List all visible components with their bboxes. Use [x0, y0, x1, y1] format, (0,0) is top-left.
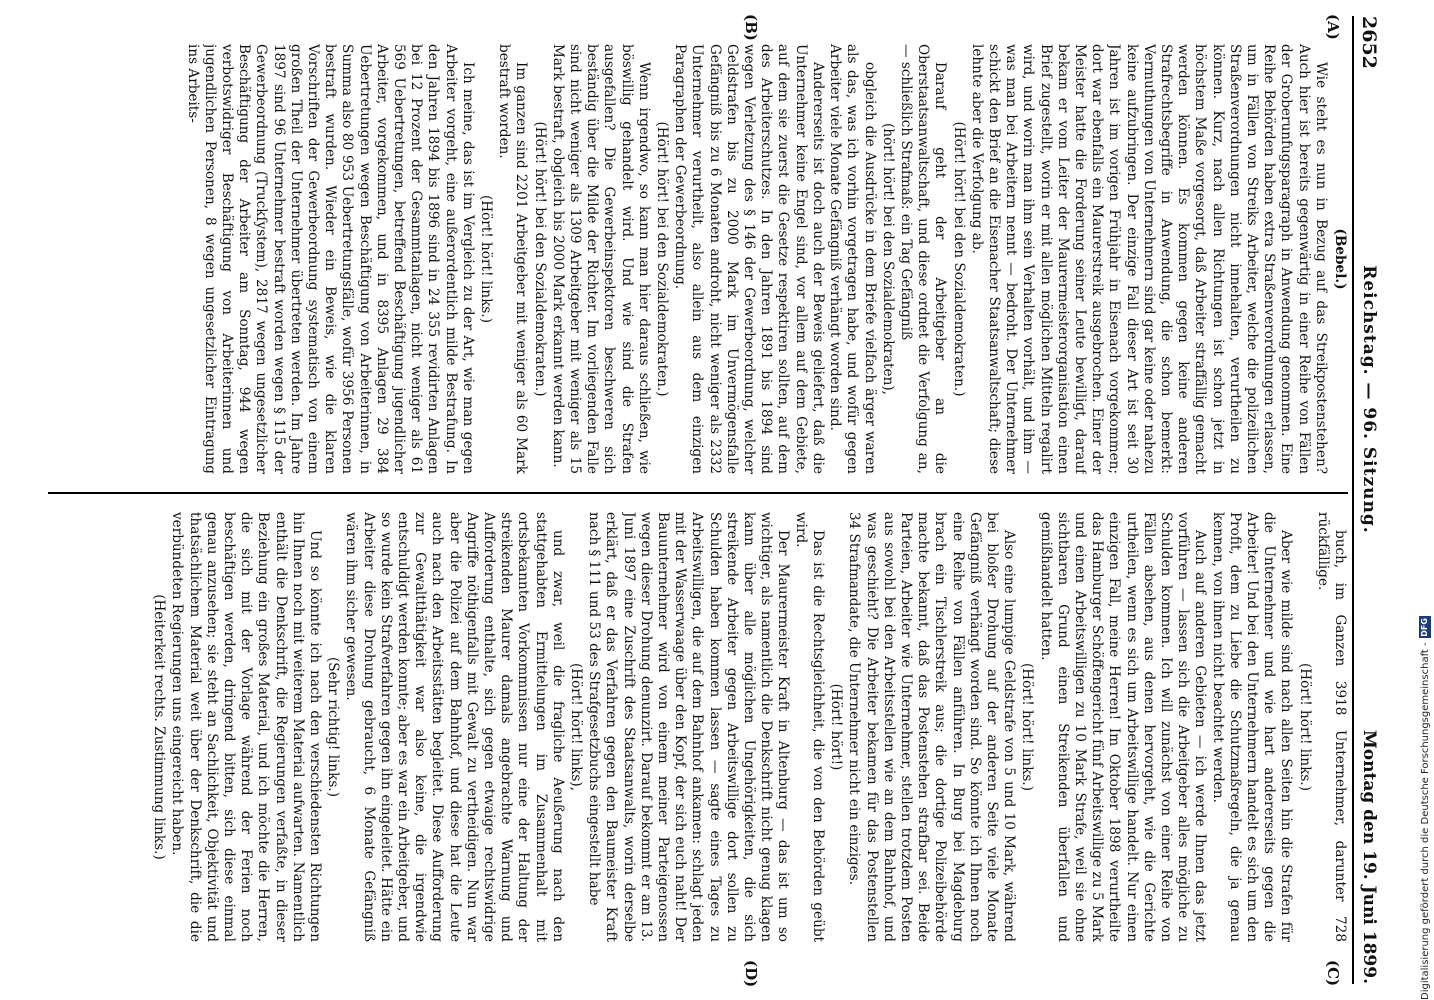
page-header — [1352, 16, 1384, 984]
dfg-logo: DFG — [1420, 618, 1429, 637]
right-paragraph: Also eine lumpige Geldstrafe von 5 und 10 Mark, während bei bloßer Drohung auf der anderen Seite viele Monate Gefängniß verhängt worden sind. So könnte ich Ihnen noch eine Reihe von Fällen anführen. In Burg bei Magdeburg brach ein Tischlerstreik aus; die dortige Polizeibehörde machte bekannt, daß das Postenstehen strafbar sei. Beide Parteien, Arbeiter wie Unternehmer, stellen trotzdem Posten aus sowohl bei den Arbeitsstellen wie an dem Bahnhof, und was geschieht? Die Arbeiter bekamen für das Postenstellen 34 Strafmandate, die Unternehmer nicht ein einziges. — [846, 512, 1018, 942]
digitization-credit — [1416, 608, 1434, 1000]
right-interjection: (Hört! hört! links), — [568, 662, 585, 792]
credit-text: Digitalisierung gefördert durch die Deutsche Forschungsgemeinschaft - — [1419, 642, 1431, 1000]
left-paragraph: Im ganzen sind 2201 Arbeitgeber mit weniger als 60 Mark bestraft worden. — [496, 44, 530, 474]
left-paragraph: Wenn irgendwo, so kann man hier daraus schließen, wie böswillig gehandelt wird. Und wie sind die Strafen ausgefallen? Die Gewerbeinspektoren beschweren sich beständig über die Milde der Richter. Im vorliegenden Falle sind nicht weniger als 1309 Arbeitgeber mit weniger als 15 Mark bestraft, obgleich bis 2000 Mark erkannt werden kann. — [549, 44, 652, 474]
right-paragraph: Auch auf anderen Gebieten — ich werde Ihnen das jetzt vorführen — lassen sich die Arbeitgeber alles mögliche zu Schulden kommen. Ich will zunächst von einer Reihe von Fällen absehen, aus denen hervorgeht, wie die Gerichte urtheilen, wenn es sich um Arbeitswillige handelt. Nur einen einzigen Fall, meine Herren! Im Oktober 1898 verurtheilte das Hamburger Schöffengericht fünf Arbeitswillige zu 5 Mark und einen Arbeitswilligen zu 10 Mark Strafe, weil sie ohne sichtbaren Grund einen Streikenden überfallen und gemißhandelt hatten. — [1037, 512, 1209, 942]
right-paragraph: und zwar, weil die fragliche Aeußerung nach den stattgehabten Ermittelungen im Zusammenhalt mit ortsbekannten Vorkommnissen nur eine der Haltung der streikenden Maurer damals angebrachte Warnung und Aufforderung enthalte, sich gegen etwaige rechtswidrige Angriffe nöthigenfalls mit Gewalt zu vertheidigen. Nun war aber die Polizei auf dem Bahnhof, und diese hat die Leute auch nach den Arbeitsstätten begleitet. Diese Aufforderung zur Gewaltthätigkeit war also keine, die irgendwie entschuldigt werden konnte; aber es war ein Arbeitgeber, und so wurde kein Strafverfahren gegen ihn eingeleitet. Hätte ein Arbeiter diese Drohung gebraucht, 6 Monate Gefängniß wären ihm sicher gewesen. — [343, 512, 566, 942]
right-column-body — [150, 512, 1348, 942]
page-title: Reichstag. — 96. Sitzung. — [1359, 265, 1379, 534]
left-interjection: (Hört! hört! bei den Sozialdemokraten.) — [950, 121, 967, 397]
right-interjection: (Hört! hört! links.) — [1296, 662, 1313, 792]
margin-mark-d: (D) — [742, 960, 760, 988]
right-interjection: (Sehr richtig! links.) — [325, 656, 342, 798]
left-paragraph: Andererseits ist doch auch der Beweis geliefert, daß die Unternehmer keine Engel sind, vor allem auf dem Gebiete, auf dem sie zuerst die Gesetze respektiren sollten, auf dem des Arbeiterschutzes. In den Jahren 1891 bis 1894 sind wegen Verletzung des § 146 der Gewerbeordnung, welcher Geldstrafen bis zu 2000 Mark im Unvermögensfalle Gefängniß bis zu 6 Monaten androht, nicht weniger als 2332 Unternehmer verurtheilt, also allein aus dem einzigen Paragraphen der Gewerbeordnung. — [672, 44, 826, 474]
left-column-body — [183, 44, 1328, 474]
page-number: 2652 — [1358, 16, 1380, 69]
left-interjection: (hört! hört! bei den Sozialdemokraten), — [879, 123, 896, 395]
session-date: Montag den 19. Juni 1899. — [1359, 729, 1379, 984]
left-interjection: (Hört! hört! bei den Sozialdemokraten.) — [654, 121, 671, 397]
margin-mark-c: (C) — [1324, 960, 1342, 987]
right-interjection: (Hört! hört!) — [828, 683, 845, 771]
right-paragraph: buch, im Ganzen 3918 Unternehmer, darunter 728 rückfällige. — [1314, 512, 1348, 942]
right-paragraph: Aber wie milde sind nach allen Seiten hin die Strafen für die Unternehmer und wie hart andererseits gegen die Arbeiter! Und bei den Unternehmern handelt es sich um den Profit, dem zu Liebe die Schutzmaßregeln, die ja genau kennen, von ihnen nicht beachtet werden. — [1209, 512, 1295, 942]
right-paragraph: Und so könnte ich nach den verschiedensten Richtungen hin Ihnen noch mit weiterem Material aufwarten. Namentlich enthält die Denkschrift, die Regierungen verfaßte, in dieser Beziehung ein großes Material, und ich möchte die Herren, die sich mit der Vorlage während der Ferien noch beschäftigen werden, dringend bitten, sich diese einmal genau anzusehen; sie steht an Sachlichkeit, Objektivität und thatsächlichem Material weit über der Denkschrift, die die verbündeten Regierungen uns eingereicht haben. — [169, 512, 324, 942]
left-paragraph: Ich meine, das ist im Vergleich zu der Art, wie man gegen Arbeiter vorgeht, eine außerordentlich milde Bestrafung. In den Jahren 1894 bis 1896 sind in 24 355 revidirten Anlagen bei 12 Prozent der Gesammtanlagen, nicht weniger als 61 569 Uebertretungen, betreffend Beschäftigung jugendlicher Arbeiter, vorgekommen, und in 8395 Anlagen 29 384 Uebertretungen wegen Beschäftigung von Arbeiterinnen, in Summa also 80 953 Uebertretungsfälle, wofür 3956 Personen bestraft wurden. Wieder ein Beweis, wie die klaren Vorschriften der Gewerbeordnung systematisch von einem großen Theil der Unternehmer übertreten werden. Im Jahre 1897 sind 96 Unternehmer bestraft worden wegen § 115 der Gewerbeordnung (Truckſystem), 2817 wegen ungesetzlicher Beschäftigung der Arbeiter am Sonntag, 944 wegen verbotswidriger Beschäftigung von Arbeiterinnen und jugendlichen Personen, 8 wegen ungesetzlicher Eintragung ins Arbeits- — [184, 44, 476, 474]
right-column — [18, 512, 1348, 942]
left-interjection: (Hört! hört! bei den Sozialdemokraten.) — [531, 121, 548, 397]
right-paragraph: Das ist die Rechtsgleichheit, die von den Behörden geübt wird. — [792, 512, 826, 942]
left-interjection: (Hört! hört! links.) — [478, 194, 495, 324]
margin-mark-b: (B) — [742, 14, 760, 41]
right-interjection: (Hört! hört! links.) — [1019, 662, 1036, 792]
right-interjection: (Heiterkeit rechts. Zustimmung links.) — [151, 594, 168, 860]
left-column — [18, 44, 1348, 474]
left-paragraph: Wie steht es nun in Bezug auf das Streikpostenstehen? Auch hier ist bereits gegenwärtig in einer Reihe von Fällen der Groberunfugsparagraph in Anwendung genommen. Eine Reihe Behörden haben extra Straßenverordnungen erlassen, um in Fällen von Streiks Arbeiter, welche die polizeilichen Straßenverordnungen nicht innehalten, verurtheilen zu können. Kurz, nach allen Richtungen ist schon jetzt in höchstem Maße vorgesorgt, daß Arbeiter straffällig gemacht werden können. Es kommen gegen keine anderen Strafrechtsbegriffe in Anwendung, die schon bemerkt: Vermuthungen von Unternehmern sind gar keine oder nahezu keine aufzubringen. Der einzige Fall dieser Art ist seit 30 Jahren ist im vorigen Frühjahr in Eisenach vorgekommen; dort war ebenfalls ein Maurerstreik ausgebrochen. Einer der Meister hatte die Forderung seiner Leute bewilligt, darauf bekam er vom Leiter der Maurermeisterorganisation einen Brief zugestellt, worin er mit allen möglichen Mitteln regalirt wird, und worin man ihm sein Verhalten vorhält, und ihm — was man bei Arbeitern nennt — bedroht. Der Unternehmer schickt den Brief an die Eisenacher Staatsanwaltschaft; diese lehnte aber die Verfolgung ab. — [968, 44, 1329, 474]
margin-mark-a: (A) — [1324, 14, 1342, 40]
left-paragraph: obgleich die Ausdrücke in dem Briefe vielfach ärger waren als das, was ich vorhin vorgetragen habe, und wofür gegen Arbeiter viele Monate Gefängniß verhängt worden sind. — [827, 44, 878, 474]
speaker-name: (Bebel.) — [1332, 228, 1348, 290]
left-paragraph: Darauf geht der Arbeitgeber an die Oberstaatsanwaltschaft, und diese ordnet die Verfolgung an, — schließlich Strafmaß: ein Tag Gefängniß — [897, 44, 949, 474]
right-paragraph: Der Maurermeister Kraft in Altenburg — das ist um so wichtiger, als namentlich die Denkschrift nicht genug klagen kann über alle möglichen Ungehörigkeiten, die sich streikende Arbeiter gegen Arbeitswillige dort sollen zu Schulden haben kommen lassen — sagte eines Tages zu Arbeitswilligen, die auf dem Bahnhof ankamen: schlagt jeden mit der Wasserwaage über den Kopf, der sich euch naht! Der Bauunternehmer wird von einem meiner Parteigenossen wegen dieser Drohung denunzirt. Darauf bekommt er am 13. Juni 1897 eine Zuschrift des Staatsanwalts, worin derselbe erklärt, daß er das Verfahren gegen den Baumeister Kraft nach § 111 und 53 des Strafgesetzbuchs eingestellt habe — [586, 512, 792, 942]
column-divider — [48, 492, 1348, 494]
